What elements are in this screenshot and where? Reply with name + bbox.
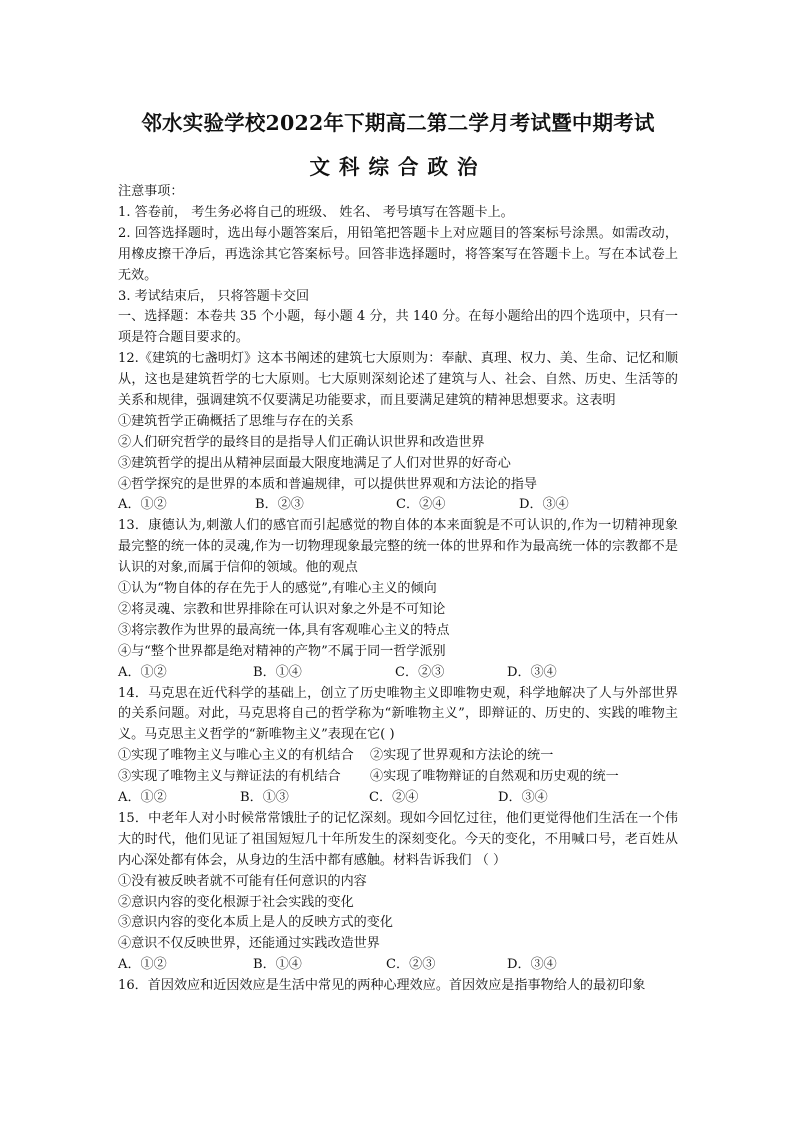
choice-c: C．②④ [396,497,446,513]
statement-4: ④实现了唯物辩证的自然观和历史观的统一 [370,769,619,785]
choice-d: D．③④ [519,497,569,513]
note-3: 3. 考试结束后， 只将答题卡交回 [118,288,310,304]
choice-d: D．③④ [507,664,557,680]
choice-d: D．③④ [498,790,548,806]
choice-c: C．②③ [395,664,445,680]
choice-c: C．②④ [369,790,419,806]
choice-b: B．①④ [253,957,302,973]
statement-1: ①建筑哲学正确概括了思维与存在的关系 [118,413,354,429]
question-stem: 14．马克思在近代科学的基础上，创立了历史唯物主义即唯物史观，科学地解决了人与外部世界的关系问题。对此，马克思将自己的哲学称为“新唯物主义”，即辩证的、历史的、实践的唯物主义。马克思主义哲学的“新唯物主义”表现在它( ) [118,685,678,743]
choice-b: B．②③ [255,497,304,513]
statement-4: ④与“整个世界都是绝对精神的产物”不属于同一哲学派别 [118,643,446,659]
question-stem: 16．首因效应和近因效应是生活中常见的两种心理效应。首因效应是指事物给人的最初印象 [118,978,646,994]
choice-a: A．①② [118,957,167,973]
statement-4: ④哲学探究的是世界的本质和普遍规律，可以提供世界观和方法论的指导 [118,476,537,492]
answer-choices [118,955,678,976]
statement-3: ③实现了唯物主义与辩证法的有机结合 [118,769,341,785]
statement-1: ①没有被反映者就不可能有任何意识的内容 [118,873,367,889]
statement-1: ①实现了唯物主义与唯心主义的有机结合 [118,748,354,764]
question-14 [118,684,678,809]
statement-3: ③意识内容的变化本质上是人的反映方式的变化 [118,915,393,931]
answer-choices [118,788,678,809]
question-stem: 13．康德认为,刺激人们的感官而引起感觉的物自体的本来面貌是不可认识的,作为一切精神现象最完整的统一体的灵魂,作为一切物理现象最完整的统一体的世界和作为最高统一体的宗教都不是认识的对象,而属于信仰的领域。他的观点 [118,518,678,576]
statement-1: ①认为“物自体的存在先于人的感觉”,有唯心主义的倾向 [118,581,437,597]
exam-title: 邻水实验学校2022年下期高二第二学月考试暨中期考试 [141,111,655,135]
exam-subject: 文科综合政治 [309,155,487,179]
choice-b: B．①③ [240,790,289,806]
statement-2: ②人们研究哲学的最终目的是指导人们正确认识世界和改造世界 [118,434,485,450]
answer-choices [118,663,678,684]
question-15 [118,809,678,976]
question-stem: 15．中老年人对小时候常常饿肚子的记忆深刻。现如今回忆过往，他们更觉得他们生活在一个伟大的时代，他们见证了祖国短短几十年所发生的深刻变化。今天的变化，不用喊口号，老百姓从内心深处都有体会，从身边的生活中都有感触。材料告诉我们 （ ） [118,810,678,868]
question-13 [118,516,678,683]
statement-row [118,767,678,788]
notes-heading: 注意事项： [118,184,184,199]
note-1: 1. 答卷前， 考生务必将自己的班级、 姓名、 考号填写在答题卡上。 [118,204,514,220]
statement-2: ②实现了世界观和方法论的统一 [370,748,554,764]
note-2: 2. 回答选择题时，选出每小题答案后，用铅笔把答题卡上对应题目的答案标号涂黑。如需改动，用橡皮擦干净后，再选涂其它答案标号。回答非选择题时，将答案写在答题卡上。写在本试卷上无效。 [118,225,678,283]
choice-a: A．①② [118,497,167,513]
choice-d: D．③④ [507,957,557,973]
statement-4: ④意识不仅反映世界，还能通过实践改造世界 [118,936,380,952]
choice-b: B．①④ [253,664,302,680]
statement-3: ③将宗教作为世界的最高统一体,具有客观唯心主义的特点 [118,622,450,638]
statement-row [118,746,678,767]
question-16 [118,976,678,997]
statement-2: ②意识内容的变化根源于社会实践的变化 [118,894,354,910]
choice-c: C．②③ [386,957,436,973]
statement-2: ②将灵魂、宗教和世界排除在可认识对象之外是不可知论 [118,601,446,617]
statement-3: ③建筑哲学的提出从精神层面最大限度地满足了人们对世界的好奇心 [118,455,511,471]
choice-a: A．①② [118,790,167,806]
section-intro: 一、选择题：本卷共 35 个小题，每小题 4 分，共 140 分。在每小题给出的四个选项中，只有一项是符合题目要求的。 [118,309,678,346]
answer-choices [118,495,678,516]
question-stem: 12.《建筑的七盏明灯》这本书阐述的建筑七大原则为：奉献、真理、权力、美、生命、记忆和顺从，这也是建筑哲学的七大原则。七大原则深刻论述了建筑与人、社会、自然、历史、生活等的关系和规律，强调建筑不仅要满足功能要求，而且要满足建筑的精神思想要求。这表明 [118,351,678,409]
choice-a: A．①② [118,664,167,680]
question-12 [118,349,678,516]
exam-body [118,182,678,997]
